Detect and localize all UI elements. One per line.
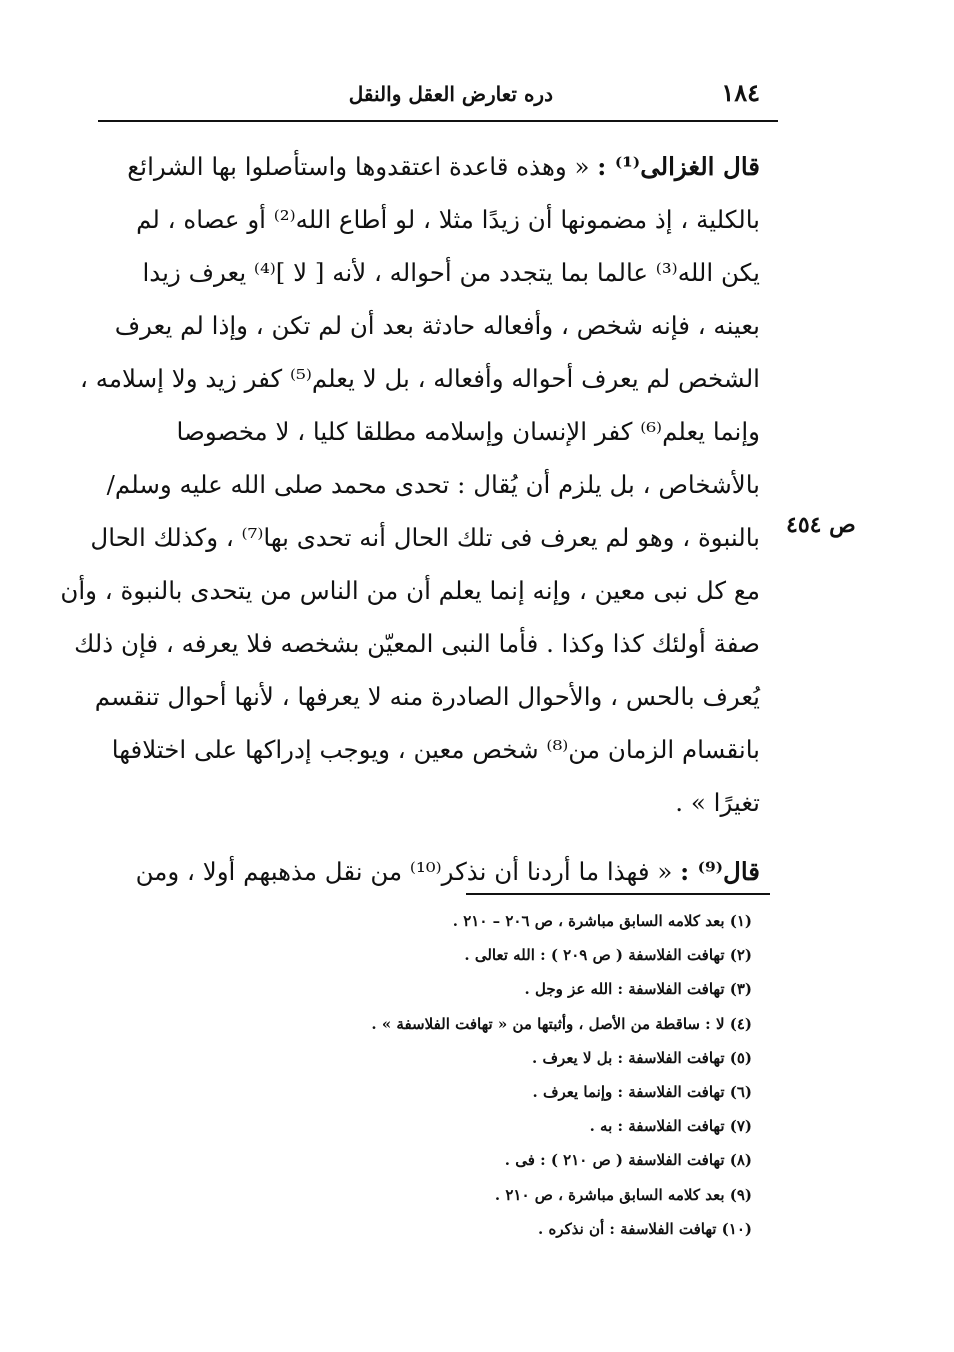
footnote: (٢) تهافت الفلاسفة ( ص ٢٠٩ ) : الله تعالى .: [464, 946, 752, 965]
text-line: بانقسام الزمان من⁽⁸⁾ شخص معين ، ويوجب إدراكها على اختلافها: [111, 735, 760, 764]
footnote: (٣) تهافت الفلاسفة : الله عز وجل .: [524, 980, 752, 999]
text-line: الشخص لم يعرف أحواله وأفعاله ، بل لا يعلم⁽⁵⁾ كفر زيد ولا إسلامه ،: [80, 364, 760, 393]
text-line: وإنما يعلم⁽⁶⁾ كفر الإنسان وإسلامه مطلقا كليا ، لا مخصوصا: [176, 417, 760, 446]
footnote: (١) بعد كلامه السابق مباشرة ، ص ٢٠٦ – ٢١٠ .: [452, 912, 752, 930]
line-text: « فهذا ما أردنا أن نذكر⁽¹⁰⁾ من نقل مذهبهم أولا ، ومن: [135, 857, 673, 886]
margin-page-reference: ص ٤٥٤: [786, 512, 856, 538]
text-line: بالأشخاص ، بل يلزم أن يُقال : تحدى محمد صلى الله عليه وسلم/: [106, 470, 760, 499]
text-line: بعينه ، فإنه شخص ، وأفعاله حادثة بعد أن لم تكن ، وإذا لم يعرف: [114, 311, 760, 340]
footnote-divider: [466, 893, 770, 895]
text-line: يُعرف بالحس ، والأحوال الصادرة منه لا يعرفها ، لأنها أحوال تنقسم: [94, 682, 760, 711]
text-line: بالكلية ، إذ مضمونها أن زيدًا مثلا ، لو أطاع الله⁽²⁾ أو عصاه ، لم: [136, 205, 760, 234]
line-text: « وهذه قاعدة اعتقدوها واستأصلوا بها الشرائع: [127, 152, 590, 181]
main-text: [60, 140, 760, 898]
footnotes: [300, 904, 752, 1246]
speaker-label: قال الغزالى⁽¹⁾ :: [597, 152, 760, 181]
text-line: تغيرًا » .: [675, 788, 760, 817]
page-header: [98, 70, 778, 122]
text-line: مع كل نبى معين ، وإنه إنما يعلم أن من الناس من يتحدى بالنبوة ، وأن: [60, 576, 760, 605]
footnote: (١٠) تهافت الفلاسفة : أن نذكره .: [538, 1219, 752, 1238]
footnote: (٤) لا : ساقطة من الأصل ، وأثبتها من « تهافت الفلاسفة » .: [371, 1014, 752, 1033]
running-title: دره تعارض العقل والنقل: [348, 82, 553, 106]
speaker-label: قال⁽⁹⁾ :: [680, 857, 760, 886]
text-line: صفة أولئك كذا وكذا . فأما النبى المعيّن بشخصه فلا يعرفه ، فإن ذلك: [74, 629, 760, 658]
footnote: (٧) تهافت الفلاسفة : به .: [589, 1117, 752, 1136]
text-line: يكن الله⁽³⁾ عالما بما يتجدد من أحواله ، لأنه [ لا ]⁽⁴⁾ يعرف زيدا: [142, 258, 760, 287]
text-line: [108, 140, 760, 193]
footnote: (٦) تهافت الفلاسفة : وإنما يعرف .: [532, 1082, 752, 1101]
footnote: (٥) تهافت الفلاسفة : بل لا يعرف .: [532, 1048, 752, 1067]
text-line: بالنبوة ، وهو لم يعرف فى تلك الحال أنه تحدى بها⁽⁷⁾ ، وكذلك الحال: [90, 523, 760, 552]
page-number: ١٨٤: [721, 78, 760, 107]
footnote: (٩) بعد كلامه السابق مباشرة ، ص ٢١٠ .: [494, 1185, 752, 1204]
text-line: [108, 845, 760, 898]
footnote: (٨) تهافت الفلاسفة ( ص ٢١٠ ) : فى .: [504, 1151, 752, 1170]
